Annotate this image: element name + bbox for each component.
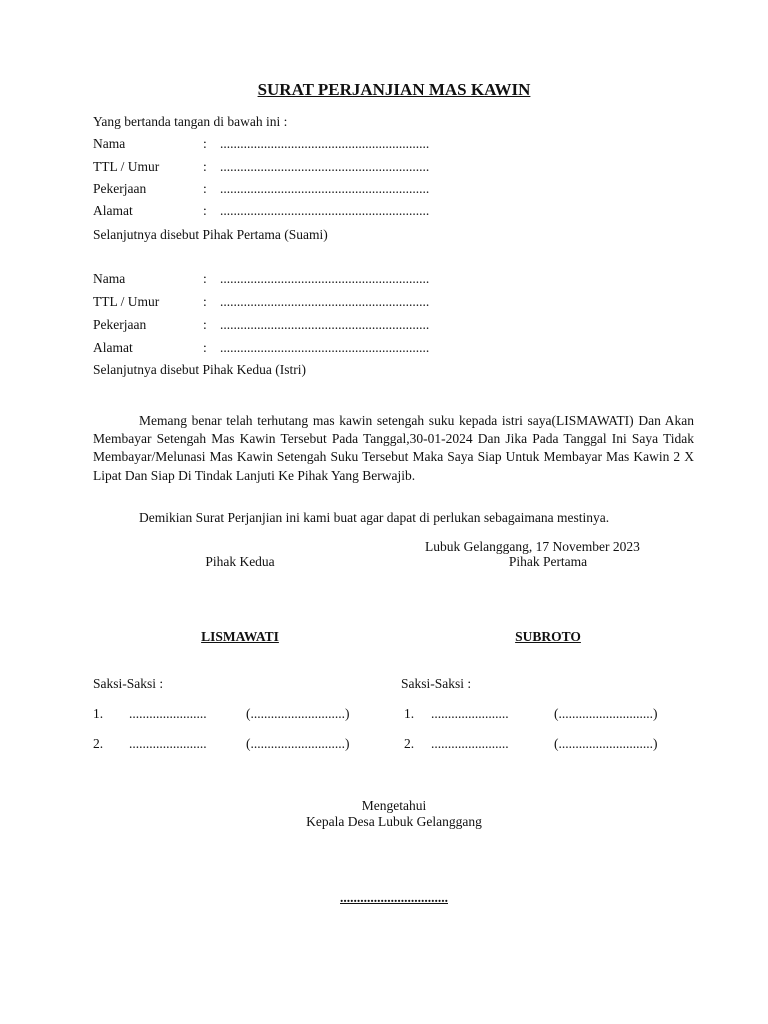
acknowledgement-line2: Kepala Desa Lubuk Gelanggang [306, 814, 482, 829]
witnesses-right-heading: Saksi-Saksi : [401, 676, 472, 691]
party2-job-label: Pekerjaan [93, 317, 147, 332]
intro-text: Yang bertanda tangan di bawah ini : [93, 114, 288, 129]
place-date: Lubuk Gelanggang, 17 November 2023 [425, 539, 640, 554]
party2-address-dots: .............................................................. [220, 340, 430, 355]
party2-address-colon: : [203, 340, 207, 355]
witness-right-2-name: ....................... [431, 736, 509, 751]
village-head-signature-line: ................................ [340, 890, 448, 905]
witness-right-1-name: ....................... [431, 706, 509, 721]
party2-ttl-label: TTL / Umur [93, 294, 160, 309]
party2-address-label: Alamat [93, 340, 133, 355]
party1-name-colon: : [203, 136, 207, 151]
party1-job-dots: .............................................................. [220, 181, 430, 196]
party1-ttl-colon: : [203, 159, 207, 174]
party1-address-colon: : [203, 203, 207, 218]
party2-name-label: Nama [93, 271, 126, 286]
party1-job-label: Pekerjaan [93, 181, 147, 196]
witness-left-1-number: 1. [93, 706, 104, 721]
witness-right-1-sign: (............................) [554, 706, 658, 721]
party1-address-label: Alamat [93, 203, 133, 218]
witness-right-1-number: 1. [404, 706, 415, 721]
party2-ttl-colon: : [203, 294, 207, 309]
party1-closing: Selanjutnya disebut Pihak Pertama (Suami) [93, 227, 328, 242]
witness-left-2-sign: (............................) [246, 736, 350, 751]
party1-address-dots: .............................................................. [220, 203, 430, 218]
party2-ttl-dots: .............................................................. [220, 294, 430, 309]
party2-name-dots: .............................................................. [220, 271, 430, 286]
closing-statement: Demikian Surat Perjanjian ini kami buat agar dapat di perlukan sebagaimana mestinya. [139, 510, 610, 525]
party2-job-colon: : [203, 317, 207, 332]
witness-left-1-sign: (............................) [246, 706, 350, 721]
witness-left-2-number: 2. [93, 736, 104, 751]
witness-right-2-sign: (............................) [554, 736, 658, 751]
party1-ttl-dots: .............................................................. [220, 159, 430, 174]
party2-job-dots: .............................................................. [220, 317, 430, 332]
witness-left-2-name: ....................... [129, 736, 207, 751]
right-signatory-role: Pihak Pertama [508, 554, 588, 569]
witnesses-left-heading: Saksi-Saksi : [93, 676, 164, 691]
party1-name-label: Nama [93, 136, 126, 151]
party1-job-colon: : [203, 181, 207, 196]
document-title: SURAT PERJANJIAN MAS KAWIN [257, 80, 531, 99]
witness-right-2-number: 2. [404, 736, 415, 751]
witness-left-1-name: ....................... [129, 706, 207, 721]
party1-name-dots: .............................................................. [220, 136, 430, 151]
left-signatory-role: Pihak Kedua [205, 554, 275, 569]
left-signatory-name: LISMAWATI [201, 629, 279, 644]
party1-ttl-label: TTL / Umur [93, 159, 160, 174]
body-paragraph: Memang benar telah terhutang mas kawin setengah suku kepada istri saya(LISMAWATI) Dan Akan Membayar Setengah Mas Kawin Tersebut Pada Tanggal,30-01-2024 Dan Jika Pada Tanggal Ini Saya Tidak Membayar/Melunasi Mas Kawin Setengah Suku Tersebut Maka Saya Siap Untuk Membayar Mas Kawin 2 X Lipat Dan Siap Di Tindak Lanjuti Ke Pihak Yang Berwajib. [93, 413, 694, 483]
party2-name-colon: : [203, 271, 207, 286]
right-signatory-name: SUBROTO [515, 629, 581, 644]
acknowledgement-line1: Mengetahui [361, 798, 427, 813]
party2-closing: Selanjutnya disebut Pihak Kedua (Istri) [93, 362, 306, 377]
